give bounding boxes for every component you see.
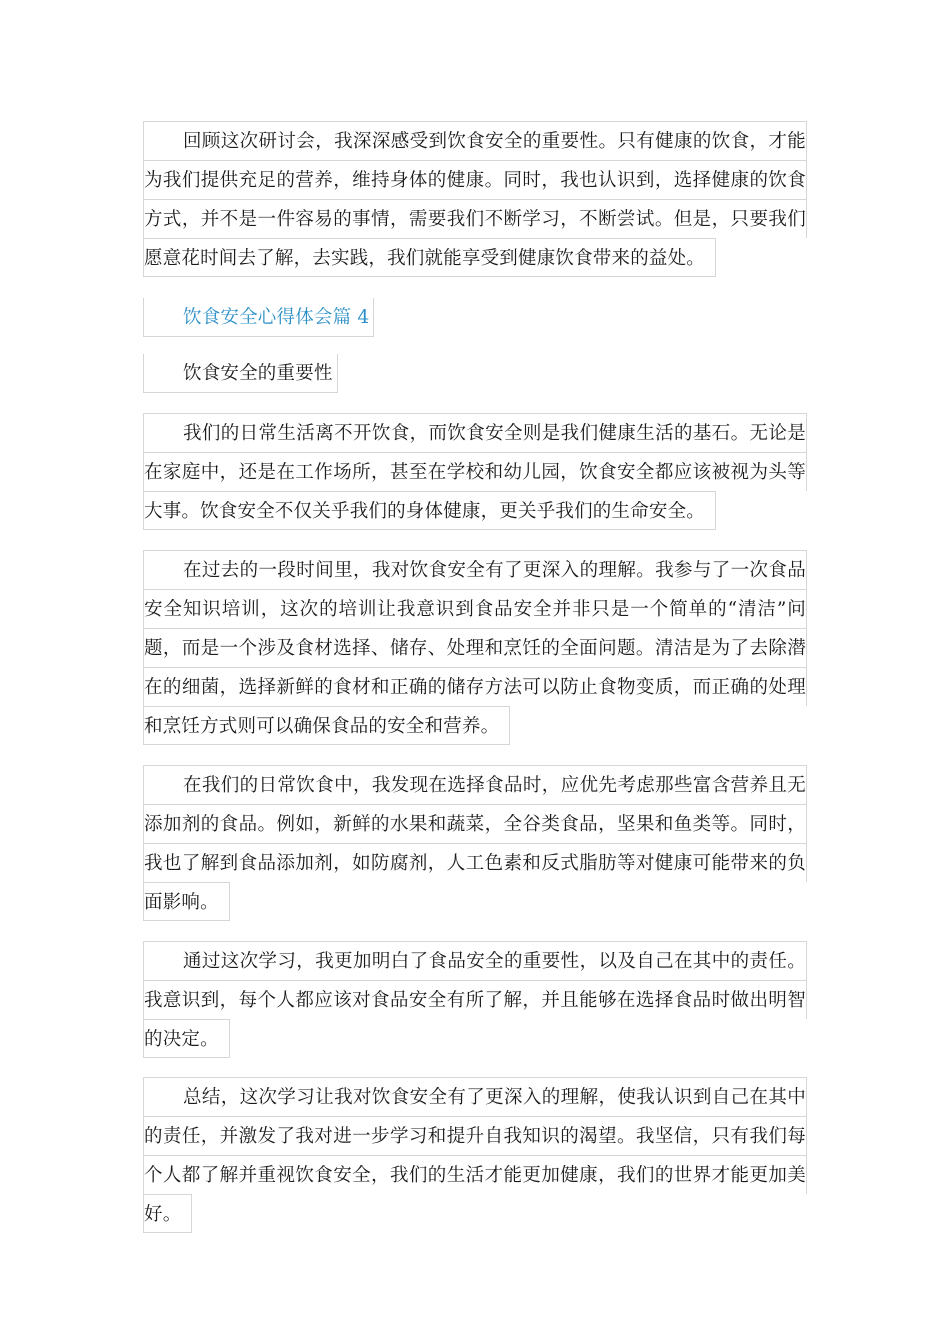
text-line: 好。 (143, 1194, 192, 1233)
heading-text: 饮食安全心得体会篇 4 (143, 298, 374, 337)
text-line: 回顾这次研讨会，我深深感受到饮食安全的重要性。只有健康的饮食，才能 (143, 121, 807, 160)
text-line: 题，而是一个涉及食材选择、储存、处理和烹饪的全面问题。清洁是为了去除潜 (143, 628, 807, 667)
text-line: 为我们提供充足的营养，维持身体的健康。同时，我也认识到，选择健康的饮食 (143, 160, 807, 199)
paragraph-importance (143, 413, 807, 534)
text-line: 总结，这次学习让我对饮食安全有了更深入的理解，使我认识到自己在其中 (143, 1077, 807, 1116)
text-line: 我们的日常生活离不开饮食，而饮食安全则是我们健康生活的基石。无论是 (143, 413, 807, 452)
text-line: 在的细菌，选择新鲜的食材和正确的储存方法可以防止食物变质，而正确的处理 (143, 667, 807, 706)
text-line: 和烹饪方式则可以确保食品的安全和营养。 (143, 706, 510, 745)
paragraph-daily-diet (143, 765, 807, 925)
section-subheading (143, 354, 807, 397)
text-line: 在过去的一段时间里，我对饮食安全有了更深入的理解。我参与了一次食品 (143, 550, 807, 589)
text-line: 面影响。 (143, 882, 230, 921)
section-heading (143, 298, 807, 341)
paragraph-training (143, 550, 807, 749)
text-line: 我也了解到食品添加剂，如防腐剂，人工色素和反式脂肪等对健康可能带来的负 (143, 843, 807, 882)
paragraph-review (143, 121, 807, 281)
text-line: 愿意花时间去了解，去实践，我们就能享受到健康饮食带来的益处。 (143, 238, 716, 277)
paragraph-summary (143, 1077, 807, 1237)
text-line: 在我们的日常饮食中，我发现在选择食品时，应优先考虑那些富含营养且无 (143, 765, 807, 804)
text-line: 通过这次学习，我更加明白了食品安全的重要性，以及自己在其中的责任。 (143, 941, 807, 980)
subheading-text: 饮食安全的重要性 (143, 354, 338, 393)
text-line: 的责任，并激发了我对进一步学习和提升自我知识的渴望。我坚信，只有我们每 (143, 1116, 807, 1155)
text-line: 大事。饮食安全不仅关乎我们的身体健康，更关乎我们的生命安全。 (143, 491, 716, 530)
text-line: 方式，并不是一件容易的事情，需要我们不断学习，不断尝试。但是，只要我们 (143, 199, 807, 238)
text-line: 添加剂的食品。例如，新鲜的水果和蔬菜，全谷类食品，坚果和鱼类等。同时， (143, 804, 807, 843)
paragraph-responsibility (143, 941, 807, 1062)
text-line: 个人都了解并重视饮食安全，我们的生活才能更加健康，我们的世界才能更加美 (143, 1155, 807, 1194)
text-line: 我意识到，每个人都应该对食品安全有所了解，并且能够在选择食品时做出明智 (143, 980, 807, 1019)
text-line: 安全知识培训，这次的培训让我意识到食品安全并非只是一个简单的“清洁”问 (143, 589, 807, 628)
text-line: 在家庭中，还是在工作场所，甚至在学校和幼儿园，饮食安全都应该被视为头等 (143, 452, 807, 491)
text-line: 的决定。 (143, 1019, 230, 1058)
